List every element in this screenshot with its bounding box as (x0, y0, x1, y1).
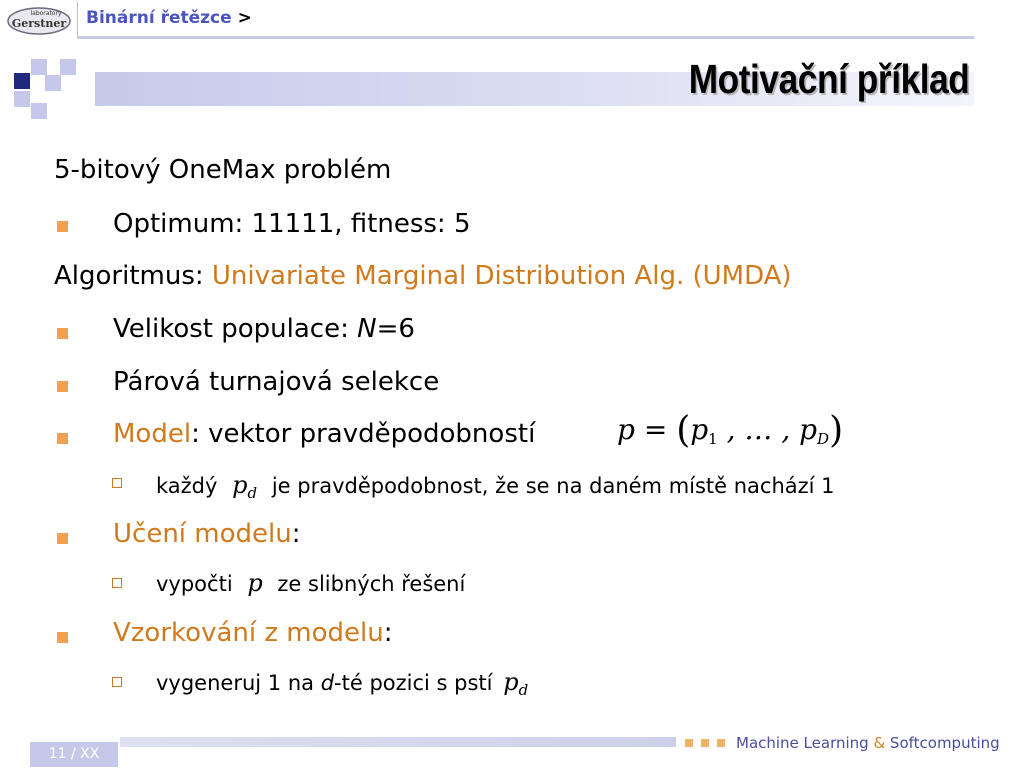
breadcrumb-label[interactable]: Binární řetězce (86, 8, 232, 28)
pd-symbol: $p_d$ (503, 668, 529, 699)
header-rule (77, 36, 974, 39)
each-label: každý (156, 474, 218, 498)
breadcrumb-separator: > (237, 8, 252, 28)
line-population (113, 314, 415, 344)
bullet-square (57, 632, 68, 643)
line-generate (156, 668, 528, 699)
pd-symbol: $p_d$ (232, 471, 258, 502)
sampling-colon: : (383, 618, 393, 648)
footer-text-left: Machine Learning (736, 734, 874, 752)
footer-square (701, 739, 709, 747)
logo-small-text: laboratory (30, 10, 62, 17)
d-var: d (320, 671, 335, 695)
model-keyword: Model (113, 419, 192, 449)
logo-main-text: Gerstner (11, 17, 67, 30)
sampling-keyword: Vzorkování z modelu (113, 618, 384, 648)
population-label: Velikost populace: (113, 314, 358, 344)
sub-bullet-box (112, 478, 122, 488)
each-text: je pravděpodobnost, že se na daném místě nachází 1 (271, 474, 835, 498)
bullet-square (57, 328, 68, 339)
slide-title: Motivační příklad (688, 56, 969, 102)
footer-text-right: Softcomputing (885, 734, 1000, 752)
footer-bar (120, 737, 676, 747)
line-model (113, 419, 535, 449)
population-value: =6 (376, 314, 415, 344)
line-sampling (113, 618, 392, 648)
footer-square (717, 739, 725, 747)
sub-bullet-box (112, 578, 122, 588)
p-symbol: p (247, 569, 263, 597)
line-optimum: Optimum: 11111, fitness: 5 (113, 209, 471, 239)
bullet-square (57, 433, 68, 444)
line-algorithm (54, 261, 792, 291)
compute-label: vypočti (156, 572, 233, 596)
learning-colon: : (291, 519, 301, 549)
generate-text: -té pozici s pstí (334, 671, 493, 695)
breadcrumb[interactable] (86, 8, 252, 28)
population-var: N (357, 314, 377, 344)
line-learning (113, 519, 301, 549)
gerstner-logo (6, 6, 72, 36)
line-compute-p (156, 569, 465, 597)
footer-square (685, 739, 693, 747)
learning-keyword: Učení modelu (113, 519, 292, 549)
header-divider (77, 2, 78, 36)
algorithm-label: Algoritmus: (54, 261, 212, 291)
line-problem: 5-bitový OneMax problém (54, 155, 392, 185)
page-number: 11 / XX (30, 742, 118, 767)
bullet-square (57, 381, 68, 392)
bullet-square (57, 221, 68, 232)
footer-label (736, 734, 1000, 752)
bullet-square (57, 533, 68, 544)
sub-bullet-box (112, 677, 122, 687)
compute-text: ze slibných řešení (277, 572, 466, 596)
probability-vector-formula: $p = (p_1$ , … , $p_D$) (617, 410, 844, 451)
line-selection: Párová turnajová selekce (113, 367, 440, 397)
model-text: : vektor pravděpodobností (191, 419, 536, 449)
algorithm-name: Univariate Marginal Distribution Alg. (UMDA) (211, 261, 792, 291)
line-each-pd (156, 471, 835, 502)
corner-squares (0, 55, 80, 120)
generate-label: vygeneruj 1 na (156, 671, 321, 695)
footer-ampersand: & (873, 734, 886, 752)
